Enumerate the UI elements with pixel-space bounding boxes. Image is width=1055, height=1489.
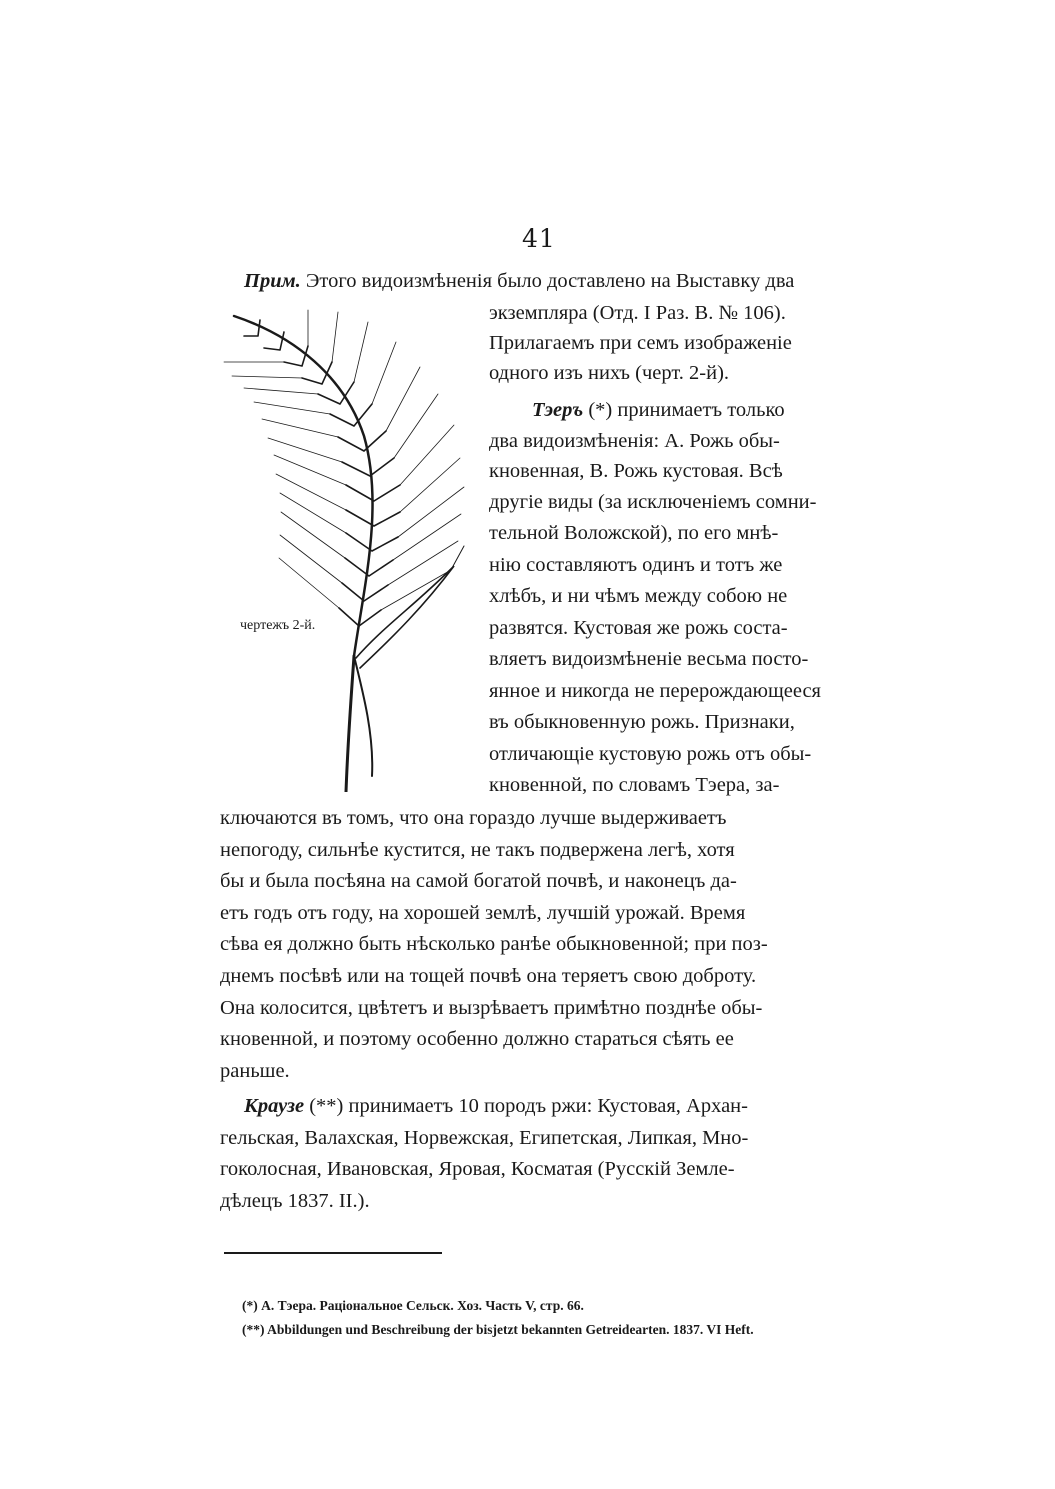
footnote-divider [224, 1252, 442, 1254]
krause-line: дѣлецъ 1837. II.). [220, 1190, 370, 1212]
thaer-side-line: вляетъ видоизмѣненіе весьма посто- [489, 648, 809, 670]
figure-caption: чертежъ 2-й. [240, 618, 316, 633]
thaer-side-line: нію составляютъ одинъ и тотъ же [489, 554, 783, 576]
krause-ref: (**) [309, 1095, 344, 1117]
thaer-full-line: непогоду, сильнѣе кустится, не такъ подвержена легѣ, хотя [220, 839, 735, 861]
thaer-full-line: раньше. [220, 1060, 290, 1082]
thaer-side-line: янное и никогда не перерождающееся [489, 680, 821, 702]
thaer-side-line: развятся. Кустовая же рожь соста- [489, 617, 788, 639]
thaer-ref: (*) [588, 399, 613, 421]
thaer-full-line: Она колосится, цвѣтетъ и вызрѣваетъ примѣтно позднѣе обы- [220, 997, 763, 1019]
thaer-full-line: ключаются въ томъ, что она гораздо лучше выдерживаетъ [220, 807, 727, 829]
thaer-full-line: днемъ посѣвѣ или на тощей почвѣ она теряетъ свою доброту. [220, 965, 757, 987]
note-side-line: одного изъ нихъ (черт. 2-й). [489, 362, 730, 384]
krause-first-line-text: принимаетъ 10 породъ ржи: Кустовая, Архан- [348, 1095, 748, 1117]
thaer-side-line: въ обыкновенную рожь. Признаки, [489, 711, 795, 733]
thaer-side-line: отличающіе кустовую рожь отъ обы- [489, 743, 812, 765]
krause-first-line [244, 1091, 748, 1121]
page-number: 41 [522, 224, 556, 253]
thaer-full-line: кновенной, и поэтому особенно должно стараться сѣять ее [220, 1028, 734, 1050]
note-side-line: Прилагаемъ при семъ изображеніе [489, 332, 792, 354]
krause-line: гельская, Валахская, Норвежская, Египетская, Липкая, Мно- [220, 1127, 749, 1149]
thaer-name: Тэеръ [532, 399, 584, 421]
note-label: Прим. [244, 270, 301, 292]
thaer-full-line: бы и была посѣяна на самой богатой почвѣ, и наконецъ да- [220, 870, 737, 892]
thaer-side-line: тельной Воложской), по его мнѣ- [489, 522, 779, 544]
krause-line: гоколосная, Ивановская, Яровая, Косматая (Русскій Земле- [220, 1158, 735, 1180]
thaer-side-line: кновенная, В. Рожь кустовая. Всѣ [489, 460, 783, 482]
footnote: (*) А. Тэера. Раціональное Сельск. Хоз. Часть V, стр. 66. [242, 1298, 584, 1313]
rye-ear-illustration [214, 306, 484, 792]
thaer-first-line-text: принимаетъ только [617, 399, 785, 421]
thaer-side-line: другіе виды (за исключеніемъ сомни- [489, 491, 817, 513]
thaer-side-line: хлѣбъ, и ни чѣмъ между собою не [489, 585, 788, 607]
thaer-side-line: два видоизмѣненія: А. Рожь обы- [489, 430, 780, 452]
note-first-line [244, 266, 868, 296]
thaer-side-line: кновенной, по словамъ Тэера, за- [489, 774, 780, 796]
thaer-full-line: етъ годъ отъ году, на хорошей землѣ, лучшій урожай. Время [220, 902, 746, 924]
note-first-line-text: Этого видоизмѣненія было доставлено на Выставку два [305, 270, 795, 292]
thaer-full-line: сѣва ея должно быть нѣсколько ранѣе обыкновенной; при поз- [220, 933, 768, 955]
thaer-first-line [532, 395, 785, 425]
krause-name: Краузе [244, 1095, 305, 1117]
note-side-line: экземпляра (Отд. I Раз. В. № 106). [489, 302, 786, 324]
footnote: (**) Abbildungen und Beschreibung der bisjetzt bekannten Getreidearten. 1837. VI Heft. [242, 1322, 754, 1337]
